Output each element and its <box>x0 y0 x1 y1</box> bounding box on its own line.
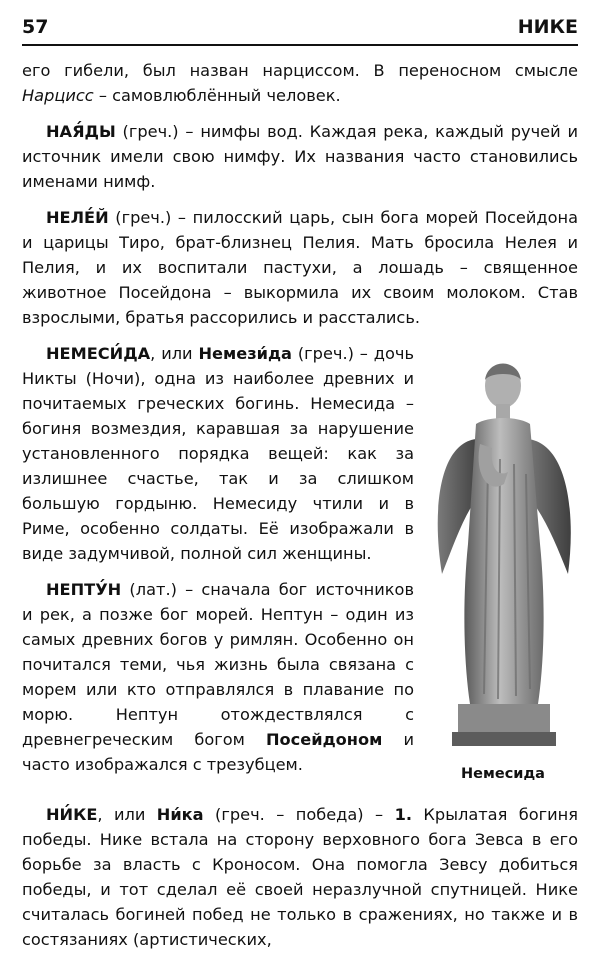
page-header <box>22 14 578 46</box>
statue-image <box>428 344 578 754</box>
entry-term: НИ́КЕ <box>46 805 98 824</box>
figure-nemesis <box>428 344 578 794</box>
figure-caption: Немесида <box>461 766 545 782</box>
entry-nike: НИ́КЕ, или Ни́ка (греч. – победа) – 1. Крылатая богиня победы. Нике встала на сторону верховного бога Зевса в его борьбе за власть с Кроносом. Она помогла Зевсу добиться победы, и тот сделал её своей неразлучной спутницей. Нике считалась богиней побед не только в сражениях, но также и в состязаниях (артистических, <box>22 805 578 949</box>
page-number: 57 <box>22 16 49 38</box>
entry-term: НАЯ́ДЫ <box>46 122 116 141</box>
entry-term-alt: Немези́да <box>198 344 292 363</box>
entry-continuation: его гибели, был назван нарциссом. В переносном смысле Нарцисс – самовлюблённый человек. <box>22 61 578 105</box>
page-body <box>22 58 578 963</box>
entry-nelei: НЕЛЕ́Й (греч.) – пилосский царь, сын бога морей Посейдона и царицы Тиро, брат-близнец Пелия. Мать бросила Нелея и Пелия, и их воспитали пастухи, а лошадь – священное животное Посейдона – выкормила их своим молоком. Став взрослыми, братья рассорились и расстались. <box>22 208 578 327</box>
entry-naiady: НАЯ́ДЫ (греч.) – нимфы вод. Каждая река, каждый ручей и источник имели свою нимфу. Их названия часто становились именами нимф. <box>22 122 578 191</box>
italic-term: Нарцисс <box>22 86 94 105</box>
entry-term-alt: Ни́ка <box>156 805 204 824</box>
cross-reference: Посейдоном <box>266 730 383 749</box>
entry-nemesida: НЕМЕСИ́ДА, или Немези́да (греч.) – дочь Никты (Ночи), одна из наиболее древних и почитаемых греческих богинь. Немесида – богиня возмездия, каравшая за нарушение установленного порядка вещей: как за излишнее счастье, так и за слишком большую гордыню. Немесиду чтили и в Риме, особенно солдаты. Её изображали в виде задумчивой, полной сил женщины. <box>22 344 414 563</box>
entry-term: НЕМЕСИ́ДА <box>46 344 151 363</box>
sense-number: 1. <box>394 805 412 824</box>
entry-term: НЕЛЕ́Й <box>46 208 109 227</box>
entry-neptun: НЕПТУ́Н (лат.) – сначала бог источников и рек, а позже бог морей. Нептун – один из самых древних богов у римлян. Особенно он почитался теми, чья жизнь была связана с морем или кто отправлялся в плавание по морю. Нептун отождествлялся с древнегреческим богом Посейдоном и часто изображался с трезубцем. <box>22 580 414 774</box>
running-head: НИКЕ <box>517 16 578 38</box>
entry-term: НЕПТУ́Н <box>46 580 122 599</box>
